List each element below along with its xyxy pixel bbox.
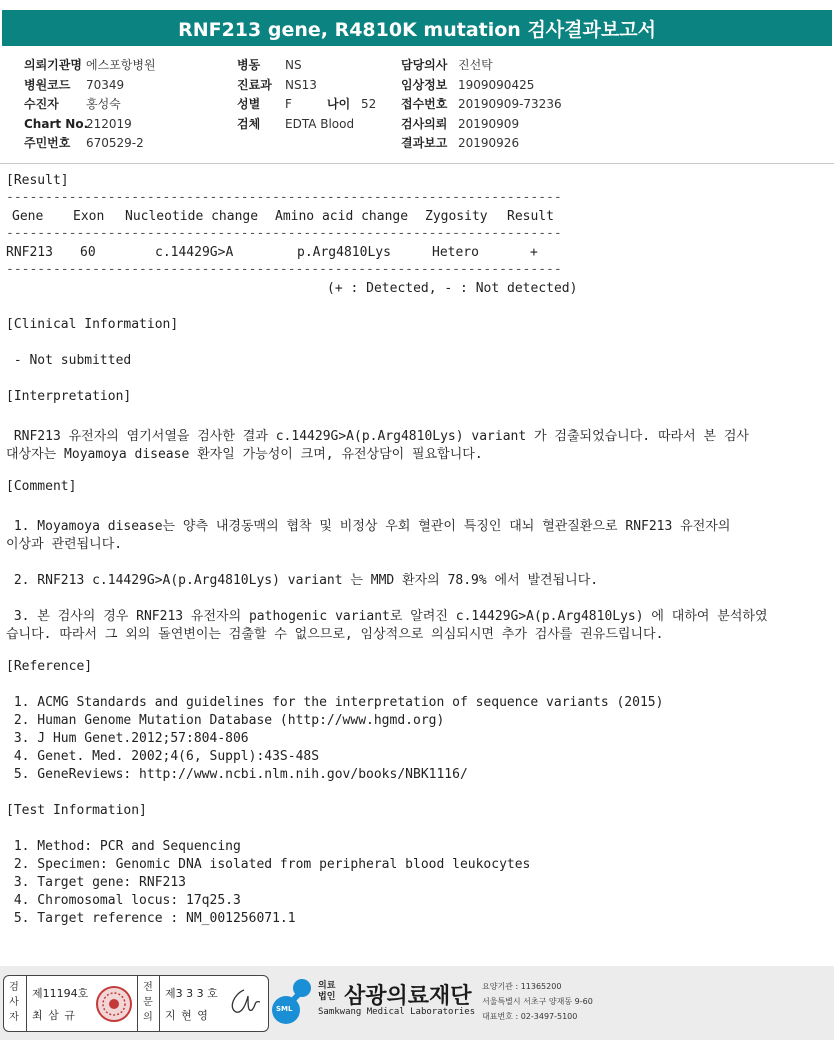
specialist-label: 전문의 <box>143 982 153 1023</box>
info-value: NS13 <box>285 77 317 92</box>
info-value: 1909090425 <box>458 77 535 92</box>
cell-amino-acid: p.Arg4810Lys <box>297 245 391 260</box>
signature-box <box>3 975 269 1032</box>
col-header-amino-acid: Amino acid change <box>275 209 409 224</box>
header-divider <box>0 163 834 164</box>
col-header-result: Result <box>507 209 554 224</box>
info-row <box>401 76 562 96</box>
reference-item: 5. GeneReviews: http://www.ncbi.nlm.nih.gov/books/NBK1116/ <box>6 767 468 782</box>
clinical-section-title: [Clinical Information] <box>6 317 179 332</box>
info-label: 임상정보 <box>401 77 448 92</box>
info-row <box>237 56 376 76</box>
info-column-2 <box>237 56 376 134</box>
col-header-gene: Gene <box>12 209 44 224</box>
info-row <box>24 95 226 115</box>
info-column-3 <box>401 56 562 154</box>
info-value: 20190926 <box>458 136 520 150</box>
info-label: 성별 <box>237 97 261 111</box>
info-value: EDTA Blood <box>285 116 355 131</box>
interpretation-line: 대상자는 Moyamoya disease 환자일 가능성이 크며, 유전상담이 필요합니다. <box>6 447 483 462</box>
reference-item: 1. ACMG Standards and guidelines for the interpretation of sequence variants (2015) <box>6 695 664 710</box>
info-value: NS <box>285 58 302 72</box>
info-row <box>401 134 562 154</box>
comment-line: 1. Moyamoya disease는 양측 내경동맥의 협착 및 비정상 우회 혈관이 특징인 대뇌 혈관질환으로 RNF213 유전자의 <box>6 519 731 534</box>
sml-logo-text: SML <box>276 1005 293 1013</box>
info-label: 수진자 <box>24 97 59 111</box>
info-label: 병동 <box>237 58 261 72</box>
info-row <box>401 115 562 135</box>
report-title: RNF213 gene, R4810K mutation 검사결과보고서 <box>2 10 832 46</box>
col-header-exon: Exon <box>73 209 105 224</box>
info-label: 주민번호 <box>24 136 71 150</box>
info-column-1 <box>24 56 226 154</box>
contact-line: 대표번호 : 02-3497-5100 <box>482 1012 578 1021</box>
info-row <box>237 95 376 115</box>
interpretation-section-title: [Interpretation] <box>6 389 132 404</box>
org-english-name: Samkwang Medical Laboratories <box>318 1007 476 1017</box>
info-label: 검체 <box>237 116 261 131</box>
org-prefix: 의료법인 <box>318 981 336 1002</box>
test-info-item: 5. Target reference : NM_001256071.1 <box>6 911 296 926</box>
info-value: 진선탁 <box>458 58 493 72</box>
test-info-item: 3. Target gene: RNF213 <box>6 875 187 890</box>
examiner-license-no: 제11194호 <box>32 987 89 1000</box>
comment-line: 2. RNF213 c.14429G>A(p.Arg4810Lys) variant 는 MMD 환자의 78.9% 에서 발견됩니다. <box>6 573 599 588</box>
cell-gene: RNF213 <box>6 245 53 260</box>
contact-line: 서울특별시 서초구 양재동 9-60 <box>482 997 593 1006</box>
info-label: 진료과 <box>237 77 272 92</box>
info-label: Chart No. <box>24 116 89 131</box>
reference-item: 3. J Hum Genet.2012;57:804-806 <box>6 731 249 746</box>
test-info-item: 1. Method: PCR and Sequencing <box>6 839 241 854</box>
info-value: 212019 <box>86 116 132 131</box>
info-row <box>401 95 562 115</box>
info-row <box>24 134 226 154</box>
comment-line: 3. 본 검사의 경우 RNF213 유전자의 pathogenic variant로 알려진 c.14429G>A(p.Arg4810Lys) 에 대하여 분석하였 <box>6 609 768 624</box>
test-info-section-title: [Test Information] <box>6 803 147 818</box>
test-info-item: 2. Specimen: Genomic DNA isolated from peripheral blood leukocytes <box>6 857 531 872</box>
info-value: 에스포항병원 <box>86 58 156 72</box>
org-name: 삼광의료재단 <box>344 984 472 1009</box>
info-value: F <box>285 97 292 111</box>
result-section-title: [Result] <box>6 173 69 188</box>
clinical-text: - Not submitted <box>6 353 132 368</box>
signature-icon <box>226 986 264 1020</box>
info-row <box>237 76 376 96</box>
reference-item: 4. Genet. Med. 2002;4(6, Suppl):43S-48S <box>6 749 320 764</box>
info-label: 의뢰기관명 <box>24 58 82 72</box>
info-value: 52 <box>361 97 377 111</box>
info-value: 20190909 <box>458 116 520 131</box>
cell-exon: 60 <box>80 245 96 260</box>
table-separator: ----------------------------------------------------------------------- <box>6 262 562 277</box>
reference-item: 2. Human Genome Mutation Database (http://www.hgmd.org) <box>6 713 445 728</box>
info-row <box>24 115 226 135</box>
info-label: 병원코드 <box>24 77 71 92</box>
info-row <box>401 56 562 76</box>
sml-logo-icon <box>270 977 316 1027</box>
info-label: 검사의뢰 <box>401 116 448 131</box>
info-label: 나이 <box>327 97 351 111</box>
sig-divider <box>159 976 160 1031</box>
info-row <box>24 76 226 96</box>
test-info-item: 4. Chromosomal locus: 17q25.3 <box>6 893 241 908</box>
interpretation-line: RNF213 유전자의 염기서열을 검사한 결과 c.14429G>A(p.Arg4810Lys) variant 가 검출되었습니다. 따라서 본 검사 <box>6 429 749 444</box>
table-separator: ----------------------------------------------------------------------- <box>6 226 562 241</box>
patient-info-panel <box>0 54 834 159</box>
reference-section-title: [Reference] <box>6 659 93 674</box>
info-value: 670529-2 <box>86 136 144 150</box>
col-header-zygosity: Zygosity <box>425 209 488 224</box>
sig-divider <box>26 976 27 1031</box>
cell-zygosity: Hetero <box>432 245 479 260</box>
info-row <box>237 115 376 135</box>
info-label: 접수번호 <box>401 97 448 111</box>
contact-info <box>482 979 593 1024</box>
cell-result: + <box>530 245 538 260</box>
info-label: 담당의사 <box>401 58 448 72</box>
comment-line: 이상과 관련됩니다. <box>6 537 123 552</box>
info-row <box>24 56 226 76</box>
examiner-name: 최 삼 규 <box>32 1009 76 1022</box>
table-separator: ----------------------------------------------------------------------- <box>6 190 562 205</box>
info-label: 결과보고 <box>401 136 448 150</box>
info-value: 70349 <box>86 77 125 92</box>
specialist-name: 지 현 영 <box>165 1009 209 1022</box>
info-value: 20190909-73236 <box>458 97 562 111</box>
examiner-label: 검사자 <box>9 982 19 1023</box>
examiner-seal-icon <box>94 984 134 1024</box>
info-value: 홍성숙 <box>86 97 121 111</box>
result-legend: (+ : Detected, - : Not detected) <box>327 281 578 296</box>
comment-line: 습니다. 따라서 그 외의 돌연변이는 검출할 수 없으므로, 임상적으로 의심되시면 추가 검사를 권유드립니다. <box>6 627 664 642</box>
sig-divider <box>137 976 138 1031</box>
col-header-nucleotide: Nucleotide change <box>125 209 259 224</box>
contact-line: 요양기관 : 11365200 <box>482 982 562 991</box>
cell-nucleotide: c.14429G>A <box>155 245 234 260</box>
comment-section-title: [Comment] <box>6 479 77 494</box>
lab-branding <box>270 975 830 1033</box>
specialist-license-no: 제3 3 3 호 <box>165 987 218 1000</box>
